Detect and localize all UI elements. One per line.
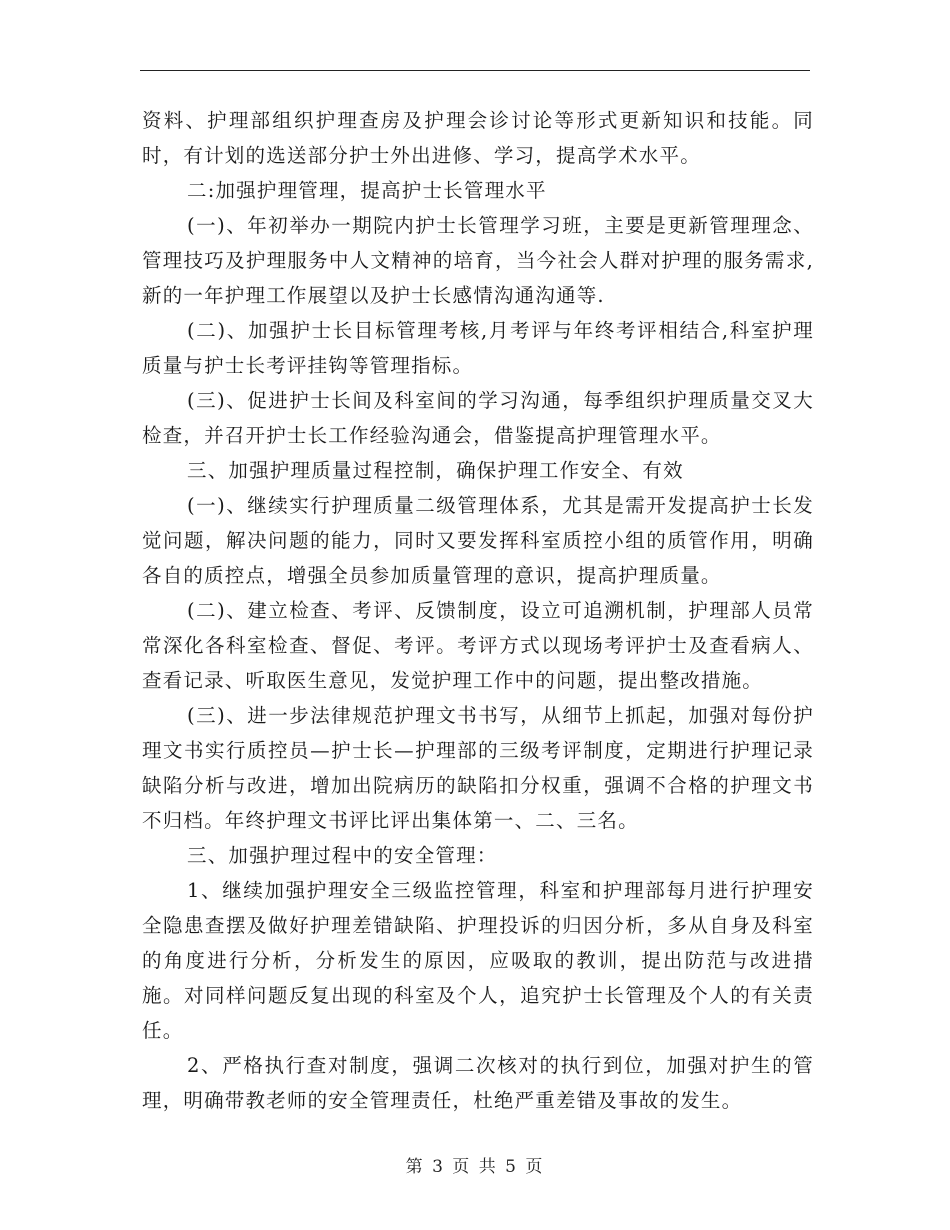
paragraph: (三)、进一步法律规范护理文书书写，从细节上抓起，加强对每份护理文书实行质控员—护士长—护理部的三级考评制度，定期进行护理记录缺陷分析与改进，增加出院病历的缺陷扣分权重，强调不合格的护理文书不归档。年终护理文书评比评出集体第一、二、三名。 — [142, 704, 814, 832]
section-heading: 三、加强护理过程中的安全管理： — [187, 844, 498, 867]
paragraph: (三)、促进护士长间及科室间的学习沟通，每季组织护理质量交叉大检查，并召开护士长工作经验沟通会，借鉴提高护理管理水平。 — [142, 389, 814, 447]
paragraph: 资料、护理部组织护理查房及护理会诊讨论等形式更新知识和技能。同时，有计划的选送部分护士外出进修、学习，提高学术水平。 — [142, 109, 814, 167]
paragraph: (一)、年初举办一期院内护士长管理学习班，主要是更新管理理念、管理技巧及护理服务中人文精神的培育，当今社会人群对护理的服务需求,新的一年护理工作展望以及护士长感情沟通沟通等. — [142, 214, 814, 307]
page-number-footer: 第 3 页 共 5 页 — [405, 1157, 545, 1177]
header-rule — [140, 70, 810, 71]
paragraph: 2、严格执行查对制度，强调二次核对的执行到位，加强对护生的管理，明确带教老师的安全管理责任，杜绝严重差错及事故的发生。 — [142, 1054, 814, 1112]
document-body — [142, 103, 814, 1118]
section-heading: 二:加强护理管理，提高护士长管理水平 — [187, 179, 547, 202]
section-heading: 三、加强护理质量过程控制，确保护理工作安全、有效 — [187, 459, 684, 482]
paragraph: 1、继续加强护理安全三级监控管理，科室和护理部每月进行护理安全隐患查摆及做好护理差错缺陷、护理投诉的归因分析，多从自身及科室的角度进行分析，分析发生的原因，应吸取的教训，提出防范与改进措施。对同样问题反复出现的科室及个人，追究护士长管理及个人的有关责任。 — [142, 879, 814, 1042]
paragraph: (二)、建立检查、考评、反馈制度，设立可追溯机制，护理部人员常常深化各科室检查、督促、考评。考评方式以现场考评护士及查看病人、查看记录、听取医生意见，发觉护理工作中的问题，提出整改措施。 — [142, 599, 814, 692]
paragraph: (二)、加强护士长目标管理考核,月考评与年终考评相结合,科室护理质量与护士长考评挂钩等管理指标。 — [142, 319, 814, 377]
paragraph: (一)、继续实行护理质量二级管理体系，尤其是需开发提高护士长发觉问题，解决问题的能力，同时又要发挥科室质控小组的质管作用，明确各自的质控点，增强全员参加质量管理的意识，提高护理质量。 — [142, 494, 814, 587]
